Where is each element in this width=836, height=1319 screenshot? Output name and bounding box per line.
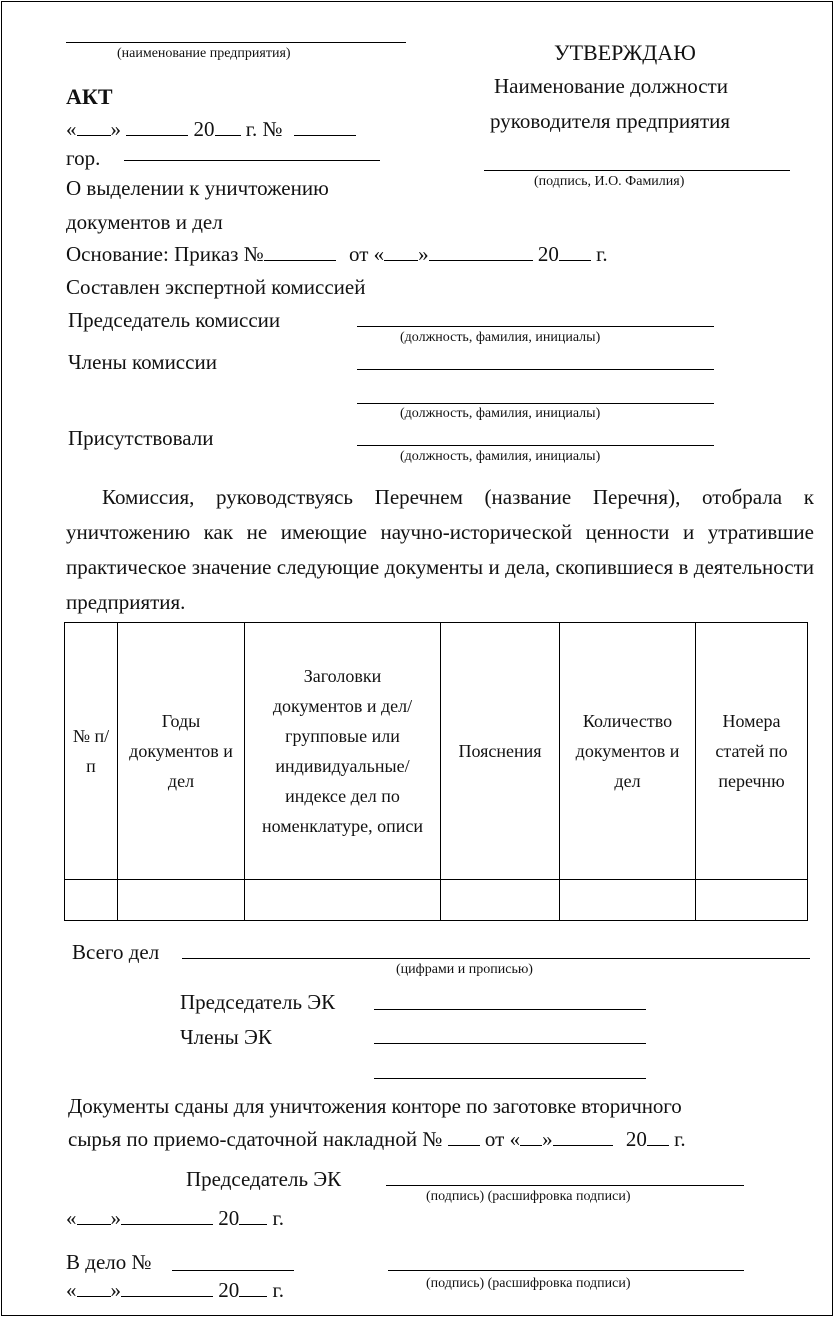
compiled-label: Составлен экспертной комиссией <box>66 275 366 299</box>
invoice-month-blank[interactable] <box>553 1129 613 1146</box>
col-number-header: № п/п <box>65 623 118 880</box>
table-row <box>65 880 808 921</box>
basis-year-blank[interactable] <box>559 244 591 261</box>
commission-members-label: Члены комиссии <box>68 350 217 374</box>
basis-label: Основание: Приказ № <box>66 242 264 266</box>
handover-date-year: 20 <box>218 1206 240 1230</box>
commission-chair-label: Председатель комиссии <box>68 308 281 332</box>
col-notes-header: Пояснения <box>441 623 560 880</box>
commission-chair-line[interactable] <box>357 326 714 327</box>
commission-members-caption: (должность, фамилия, инициалы) <box>400 406 601 421</box>
case-month-blank[interactable] <box>121 1280 213 1297</box>
position-line-2: руководителя предприятия <box>490 109 731 133</box>
position-line-1: Наименование должности <box>494 74 728 98</box>
basis-close: » <box>418 242 429 266</box>
handover-year: 20 <box>625 1127 647 1151</box>
act-number-blank[interactable] <box>294 119 356 136</box>
final-sig-caption: (подпись) (расшифровка подписи) <box>426 1276 631 1291</box>
org-caption: (наименование предприятия) <box>117 46 291 61</box>
table-cell[interactable] <box>560 880 696 921</box>
total-line[interactable] <box>182 958 810 959</box>
handover-month-blank[interactable] <box>121 1208 213 1225</box>
case-year-blank[interactable] <box>239 1280 267 1297</box>
act-title: АКТ <box>66 84 113 109</box>
col-titles-header: Заголовки документов и дел/групповые или индивидуальные/ индексе дел по номенклатуре, описи <box>245 623 441 880</box>
handover-date-open: « <box>66 1206 77 1230</box>
handover-line-2 <box>68 1129 686 1150</box>
commission-member-line-1[interactable] <box>357 369 714 370</box>
present-caption: (должность, фамилия, инициалы) <box>400 449 601 464</box>
ek-chair-label: Председатель ЭК <box>180 990 336 1014</box>
org-name-line[interactable] <box>66 42 406 43</box>
approve-heading: УТВЕРЖДАЮ <box>554 40 696 65</box>
commission-statement <box>66 480 814 620</box>
ek-chair-line[interactable] <box>374 1009 646 1010</box>
invoice-year-blank[interactable] <box>647 1129 669 1146</box>
handover-date-close: » <box>110 1206 121 1230</box>
present-label: Присутствовали <box>68 426 214 450</box>
total-label: Всего дел <box>72 940 160 964</box>
documents-table <box>64 622 808 921</box>
ek-member-line-1[interactable] <box>374 1043 646 1044</box>
commission-statement-text: Комиссия, руководствуясь Перечнем (название Перечня), отобрала к уничтожению как не имеющие научно-исторической ценности и утратившие практическое значение следующие документы и дела, скопившиеся в деятельности предприятия. <box>66 485 814 614</box>
handover-chair-label: Председатель ЭК <box>186 1167 342 1191</box>
act-day-blank[interactable] <box>77 119 111 136</box>
col-years-header: Годы документов и дел <box>118 623 245 880</box>
case-date-g: г. <box>272 1278 284 1302</box>
act-subject-2: документов и дел <box>66 210 223 234</box>
invoice-day-blank[interactable] <box>520 1129 542 1146</box>
handover-invoice-label: сырья по приемо-сдаточной накладной № <box>68 1127 443 1151</box>
handover-date-g: г. <box>272 1206 284 1230</box>
ek-member-line-2[interactable] <box>374 1078 646 1079</box>
director-signature-line[interactable] <box>484 170 790 171</box>
table-cell[interactable] <box>696 880 808 921</box>
case-label: В дело № <box>66 1250 152 1274</box>
act-year-blank[interactable] <box>215 119 241 136</box>
table-header-row <box>65 623 808 880</box>
basis-from: от « <box>349 242 385 266</box>
basis-g: г. <box>596 242 608 266</box>
present-line[interactable] <box>357 445 714 446</box>
col-quantity-header: Количество документов и дел <box>560 623 696 880</box>
handover-date-row <box>66 1208 284 1229</box>
basis-month-blank[interactable] <box>429 244 533 261</box>
final-signature-line[interactable] <box>388 1270 744 1271</box>
ek-members-label: Члены ЭК <box>180 1025 272 1049</box>
basis-row <box>66 244 608 265</box>
city-line[interactable] <box>124 160 380 161</box>
table-cell[interactable] <box>245 880 441 921</box>
basis-day-blank[interactable] <box>384 244 418 261</box>
handover-line-1: Документы сданы для уничтожения конторе по заготовке вторичного <box>68 1094 682 1118</box>
case-date-close: » <box>110 1278 121 1302</box>
case-date-open: « <box>66 1278 77 1302</box>
case-date-row <box>66 1280 284 1301</box>
act-date-open: « <box>66 117 77 141</box>
table-cell[interactable] <box>65 880 118 921</box>
act-date-row <box>66 119 356 140</box>
handover-from: от « <box>484 1127 521 1151</box>
table-cell[interactable] <box>118 880 245 921</box>
act-number-label: г. № <box>245 117 283 141</box>
commission-member-line-2[interactable] <box>357 403 714 404</box>
handover-close: » <box>542 1127 553 1151</box>
basis-year: 20 <box>537 242 559 266</box>
signature-caption: (подпись, И.О. Фамилия) <box>534 174 685 189</box>
basis-order-blank[interactable] <box>264 244 336 261</box>
case-day-blank[interactable] <box>77 1280 111 1297</box>
handover-g: г. <box>674 1127 686 1151</box>
case-date-year: 20 <box>218 1278 240 1302</box>
act-month-blank[interactable] <box>126 119 188 136</box>
col-articles-header: Номера статей по перечню <box>696 623 808 880</box>
act-year: 20 <box>193 117 215 141</box>
invoice-number-blank[interactable] <box>448 1129 480 1146</box>
handover-year-blank[interactable] <box>239 1208 267 1225</box>
act-date-close: » <box>110 117 121 141</box>
table-cell[interactable] <box>441 880 560 921</box>
handover-sig-caption: (подпись) (расшифровка подписи) <box>426 1189 631 1204</box>
handover-day-blank[interactable] <box>77 1208 111 1225</box>
city-label: гор. <box>66 146 101 170</box>
act-subject-1: О выделении к уничтожению <box>66 176 329 200</box>
case-number-line[interactable] <box>172 1270 294 1271</box>
total-caption: (цифрами и прописью) <box>396 962 533 977</box>
commission-chair-caption: (должность, фамилия, инициалы) <box>400 330 601 345</box>
handover-chair-line[interactable] <box>386 1185 744 1186</box>
